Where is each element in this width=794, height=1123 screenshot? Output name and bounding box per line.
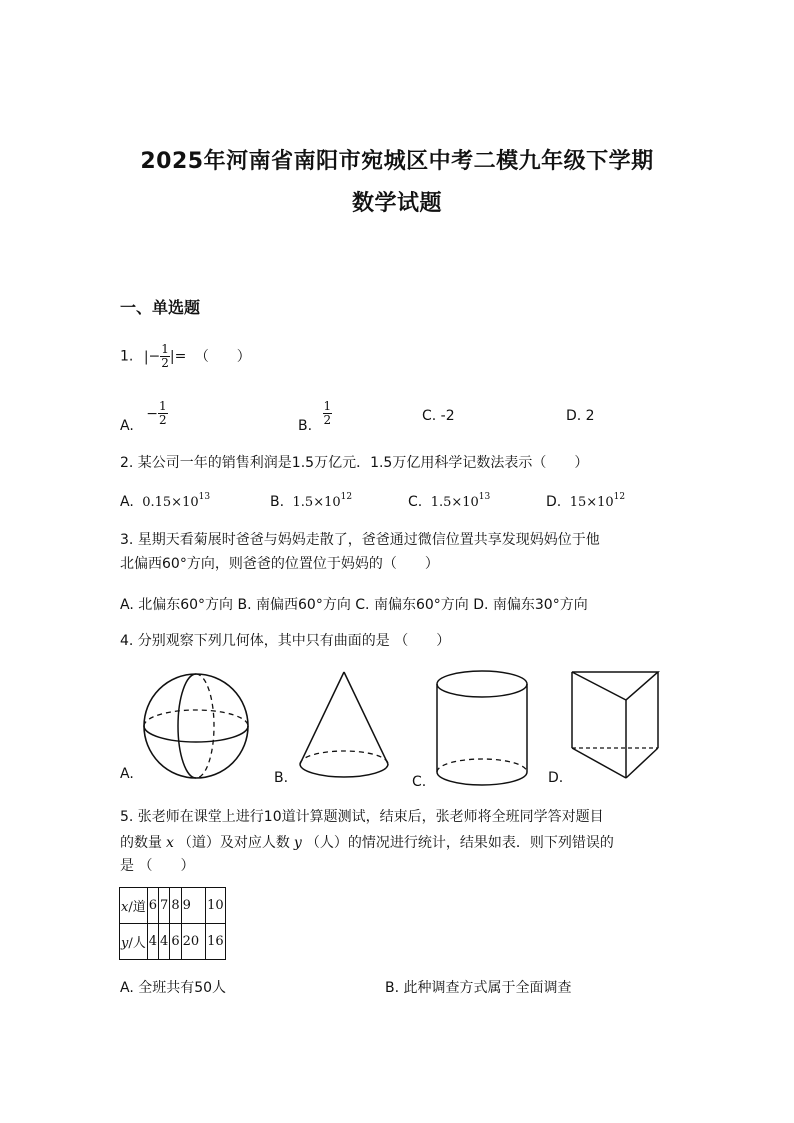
q2-option-b: B. $1.5\times 10^{12}$ (270, 492, 353, 510)
q2-option-d: D. $15\times 10^{12}$ (546, 492, 626, 510)
cylinder-base-front (437, 772, 527, 785)
page-subtitle: 数学试题 (351, 191, 442, 216)
cone-base-front (300, 764, 388, 777)
table-cell: 20 (181, 924, 206, 960)
q1-option-b: B. $\frac{1}{2}$ (298, 399, 332, 434)
table-row (120, 924, 226, 960)
cone-left-edge (300, 672, 344, 764)
cone-base-back (300, 751, 388, 764)
question-1 (120, 343, 251, 370)
prism-bottom-right (626, 748, 658, 778)
page-title: 2025年河南省南阳市宛城区中考二模九年级下学期 (140, 149, 654, 174)
question-3-line-1: 3. 星期天看菊展时爸爸与妈妈走散了，爸爸通过微信位置共享发现妈妈位于他 (120, 532, 600, 548)
q4-option-c: C. (412, 774, 427, 790)
question-5-line-2: 的数量 x （道）及对应人数 y （人）的情况进行统计，结果如表．则下列错误的 (120, 835, 614, 851)
sphere-figure (140, 668, 252, 786)
question-2: 2. 某公司一年的销售利润是1.5万亿元．1.5万亿用科学记数法表示（ ） (120, 455, 589, 471)
q2-option-c: C. $1.5\times 10^{13}$ (408, 492, 491, 510)
q1-answer-paren: （ ） (194, 348, 251, 365)
cone-figure (294, 668, 394, 786)
q1-option-a: A. − $\frac{1}{2}$ (120, 399, 167, 434)
table-cell: 10 (206, 888, 226, 924)
q5-option-b: B. 此种调查方式属于全面调查 (385, 980, 572, 996)
q4-option-d: D. (548, 770, 564, 786)
sphere-meridian-front (178, 674, 196, 778)
table-row (120, 888, 226, 924)
question-5-line-3: 是 （ ） (120, 858, 195, 874)
data-table (119, 887, 226, 960)
prism-top-face (572, 672, 658, 700)
table-cell: 6 (147, 888, 158, 924)
question-5-line-1: 5. 张老师在课堂上进行10道计算题测试，结束后，张老师将全班同学答对题目 (120, 809, 604, 825)
q1-equals: = (174, 348, 187, 365)
q3-options: A. 北偏东60°方向 B. 南偏西60°方向 C. 南偏东60°方向 D. 南偏东30°方向 (120, 597, 588, 613)
q5-option-a: A. 全班共有50人 (120, 980, 227, 996)
sphere-equator-front (144, 726, 248, 742)
table-cell: 4 (147, 924, 158, 960)
q1-option-d: D. 2 (566, 408, 595, 424)
sphere-equator-back (144, 710, 248, 726)
q1-minus: − (148, 348, 161, 365)
q1-option-c: C. -2 (422, 408, 455, 424)
cylinder-base-back (437, 759, 527, 772)
q1-number: 1. (120, 348, 134, 365)
q1-abs-close: | (169, 348, 175, 365)
table-cell: 8 (170, 888, 181, 924)
cone-right-edge (344, 672, 388, 764)
table-cell: 4 (159, 924, 170, 960)
variable-y: y (293, 835, 302, 851)
q4-option-b: B. (274, 770, 289, 786)
cylinder-top (437, 671, 527, 697)
q4-option-a: A. (120, 766, 134, 782)
question-3-line-2: 北偏西60°方向，则爸爸的位置位于妈妈的（ ） (120, 556, 439, 572)
table-cell: 7 (159, 888, 170, 924)
table-header-x: x/道 (120, 888, 148, 924)
table-cell: 16 (206, 924, 226, 960)
table-header-y: y/人 (120, 924, 148, 960)
prism-bottom-left (572, 748, 626, 778)
q2-option-a: A. $0.15\times 10^{13}$ (120, 492, 211, 510)
table-cell: 6 (170, 924, 181, 960)
cylinder-figure (432, 668, 532, 790)
prism-figure (568, 668, 664, 786)
question-4: 4. 分别观察下列几何体，其中只有曲面的是 （ ） (120, 633, 451, 649)
sphere-meridian-back (196, 674, 214, 778)
q1-abs-open: | (143, 348, 149, 365)
section-heading: 一、单选题 (120, 298, 201, 317)
q1-fraction: $\frac{1}{2}$ (161, 342, 169, 370)
variable-x: x (166, 835, 174, 851)
table-cell: 9 (181, 888, 206, 924)
sphere-outline (144, 674, 248, 778)
